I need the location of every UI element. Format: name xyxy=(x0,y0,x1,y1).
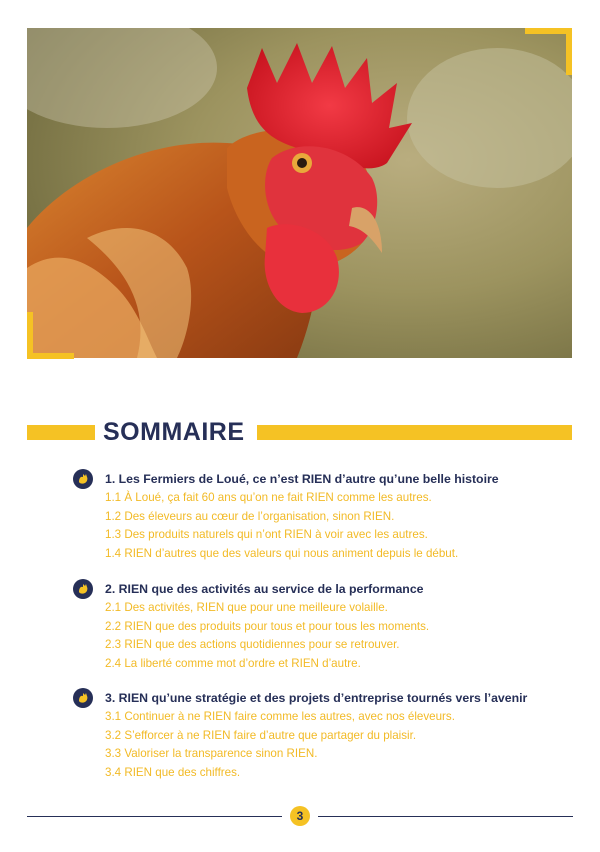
rooster-icon xyxy=(73,579,93,599)
toc-section-title[interactable]: 3. RIEN qu’une stratégie et des projets d’entreprise tournés vers l’avenir xyxy=(105,691,528,705)
toc-item[interactable]: 1.4 RIEN d’autres que des valeurs qui nous animent depuis le début. xyxy=(105,547,459,560)
toc-item[interactable]: 3.3 Valoriser la transparence sinon RIEN. xyxy=(105,747,318,760)
rooster-photo xyxy=(27,28,572,358)
toc-item[interactable]: 3.2 S’efforcer à ne RIEN faire d’autre que partager du plaisir. xyxy=(105,729,417,742)
frame-corner-top-right xyxy=(525,28,572,75)
toc-item[interactable]: 2.3 RIEN que des actions quotidiennes pour se retrouver. xyxy=(105,638,400,651)
rooster-icon xyxy=(73,688,93,708)
page-title: SOMMAIRE xyxy=(103,418,245,446)
toc-item[interactable]: 2.2 RIEN que des produits pour tous et pour tous les moments. xyxy=(105,620,430,633)
rooster-icon xyxy=(73,469,93,489)
title-bar-right xyxy=(257,425,572,440)
toc-section-title[interactable]: 1. Les Fermiers de Loué, ce n’est RIEN d’autre qu’une belle histoire xyxy=(105,472,499,486)
toc-item[interactable]: 3.1 Continuer à ne RIEN faire comme les autres, avec nos éleveurs. xyxy=(105,710,455,723)
toc-item[interactable]: 3.4 RIEN que des chiffres. xyxy=(105,766,241,779)
toc-item[interactable]: 2.4 La liberté comme mot d’ordre et RIEN d’autre. xyxy=(105,657,361,670)
toc-item[interactable]: 1.3 Des produits naturels qui n’ont RIEN à voir avec les autres. xyxy=(105,528,428,541)
hero-photo xyxy=(27,28,572,358)
toc-item[interactable]: 1.1 À Loué, ça fait 60 ans qu’on ne fait RIEN comme les autres. xyxy=(105,491,432,504)
toc-item[interactable]: 2.1 Des activités, RIEN que pour une meilleure volaille. xyxy=(105,601,388,614)
frame-corner-bottom-left xyxy=(27,312,74,359)
page-number-badge: 3 xyxy=(290,806,310,826)
toc-section-title[interactable]: 2. RIEN que des activités au service de la performance xyxy=(105,582,424,596)
footer-rule-left xyxy=(27,816,282,817)
toc-item[interactable]: 1.2 Des éleveurs au cœur de l’organisation, sinon RIEN. xyxy=(105,510,395,523)
footer-rule-right xyxy=(318,816,573,817)
title-bar-left xyxy=(27,425,95,440)
